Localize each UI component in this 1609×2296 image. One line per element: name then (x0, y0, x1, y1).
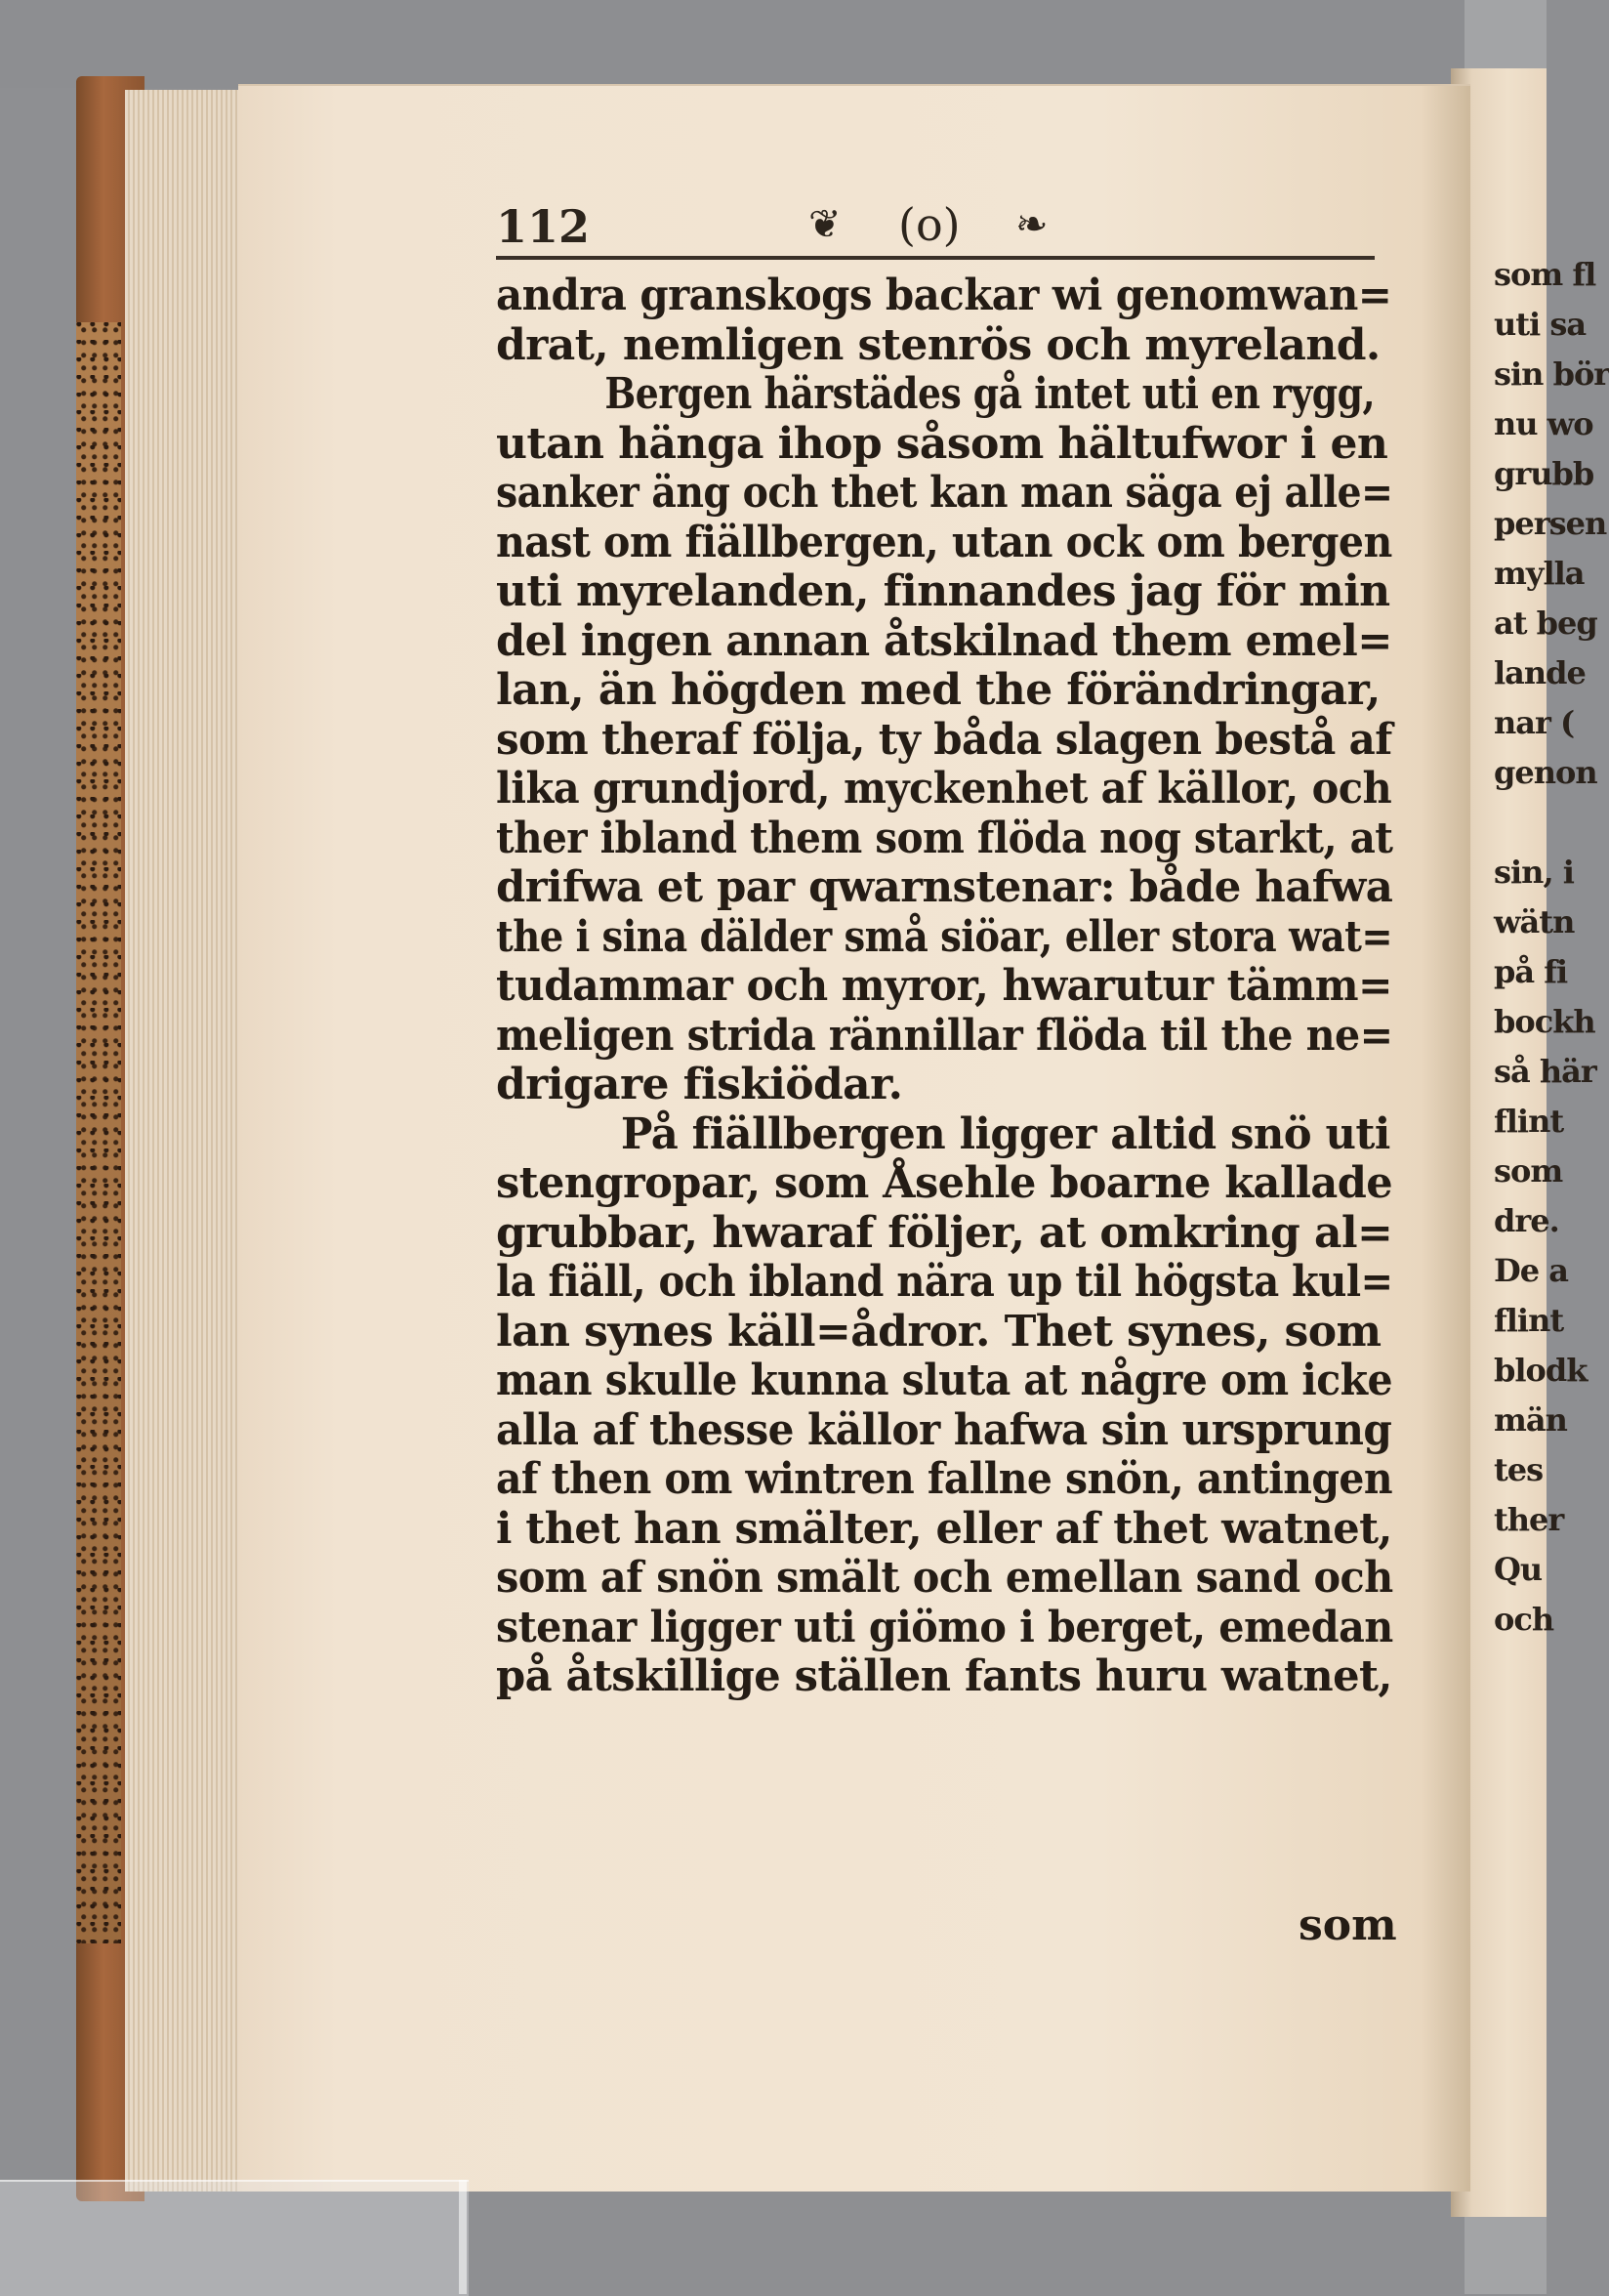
text-line: stenar ligger uti giömo i berget, emedan (496, 1602, 1393, 1652)
text-line: i thet han smälter, eller af thet watnet, (496, 1503, 1392, 1554)
text-line: ther ibland them som flöda nog starkt, at (496, 813, 1393, 863)
text-line: meligen strida rännillar flöda til the ne= (496, 1010, 1393, 1061)
facing-text-fragment: grubb (1494, 455, 1594, 492)
facing-text-fragment: nar ( (1494, 704, 1575, 741)
facing-text-fragment: at beg (1494, 605, 1597, 642)
facing-text-fragment: dre. (1494, 1202, 1559, 1239)
facing-text-fragment: och (1494, 1601, 1554, 1638)
catchword: som (1299, 1900, 1397, 1950)
text-line: Bergen härstädes gå intet uti en rygg, (604, 369, 1376, 419)
text-line: andra granskogs backar wi genomwan= (496, 271, 1392, 320)
facing-text-fragment: som (1494, 1152, 1563, 1190)
text-line: lan synes käll=ådror. Thet synes, som (496, 1306, 1382, 1357)
text-line: nast om fiällbergen, utan ock om bergen (496, 517, 1392, 567)
facing-text-fragment: bockh (1494, 1003, 1595, 1040)
text-line: som theraf följa, ty båda slagen bestå af (496, 714, 1392, 765)
text-line: drigare fiskiödar. (496, 1060, 903, 1109)
marbled-cover (76, 322, 121, 1943)
fleuron-right-icon: ❧ (1015, 202, 1049, 247)
facing-text-fragment: sin, i (1494, 854, 1574, 891)
facing-text-fragment: lande (1494, 654, 1586, 691)
facing-text-fragment: Qu (1494, 1551, 1543, 1588)
text-line: På fiällbergen ligger altid snö uti (620, 1108, 1390, 1159)
text-line: la fiäll, och ibland nära up til högsta kul= (496, 1257, 1393, 1307)
facing-text-fragment: De a (1494, 1252, 1568, 1289)
book-stand-edge (459, 2180, 467, 2294)
text-line: del ingen annan åtskilnad them emel= (496, 615, 1392, 666)
facing-text-fragment: blodk (1494, 1352, 1588, 1389)
facing-text-fragment: tes (1494, 1451, 1544, 1488)
text-line: alla af thesse källor hafwa sin ursprung (496, 1404, 1392, 1455)
text-line: the i sina dälder små siöar, eller stora wat= (496, 911, 1393, 962)
facing-text-fragment: genon (1494, 754, 1597, 791)
text-line: drifwa et par qwarnstenar: både hafwa (496, 862, 1393, 912)
facing-text-fragment: uti sa (1494, 306, 1587, 343)
facing-text-fragment: som fl (1494, 256, 1596, 293)
page-header (496, 200, 1384, 259)
facing-text-fragment: wätn (1494, 903, 1575, 940)
text-line: lan, än högden med the förändringar, (496, 665, 1381, 715)
book-stand (0, 2180, 469, 2296)
text-line: uti myrelanden, finnandes jag för min (496, 566, 1390, 616)
facing-text-fragment: på fi (1494, 953, 1568, 990)
text-line: drat, nemligen stenrös och myreland. (496, 319, 1381, 370)
facing-text-fragment: sin bör (1494, 355, 1609, 393)
text-line: utan hänga ihop såsom hältufwor i en (496, 418, 1388, 469)
page-edges (125, 90, 242, 2192)
facing-text-fragment: ther (1494, 1501, 1564, 1538)
facing-text-fragment: nu wo (1494, 405, 1593, 442)
text-line: sanker äng och thet kan man säga ej alle= (496, 468, 1393, 518)
text-line: tudammar och myror, hwarutur tämm= (496, 961, 1392, 1011)
text-line: stengropar, som Åsehle boarne kallade (496, 1158, 1393, 1208)
text-line: som af snön smält och emellan sand och (496, 1553, 1393, 1603)
page-text (496, 271, 1392, 1702)
facing-text-fragment: persen (1494, 505, 1607, 542)
text-line: på åtskillige ställen fants huru watnet, (496, 1651, 1392, 1701)
text-line: grubbar, hwaraf följer, at omkring al= (496, 1207, 1393, 1258)
page-number: 112 (496, 200, 591, 253)
header-rule (496, 256, 1375, 260)
text-line: af then om wintren fallne snön, antingen (496, 1454, 1393, 1504)
text-line: man skulle kunna sluta at någre om icke (496, 1356, 1392, 1405)
facing-text-fragment: flint (1494, 1302, 1564, 1339)
facing-text-fragment: så här (1494, 1053, 1596, 1090)
facing-text-fragment: män (1494, 1401, 1567, 1439)
backdrop (0, 0, 1547, 88)
text-line: lika grundjord, myckenhet af källor, och (496, 764, 1392, 814)
fleuron-left-icon: ❦ (808, 202, 842, 247)
facing-text-fragment: mylla (1494, 555, 1585, 592)
facing-text-fragment: flint (1494, 1103, 1564, 1140)
header-mark: (o) (898, 198, 961, 251)
